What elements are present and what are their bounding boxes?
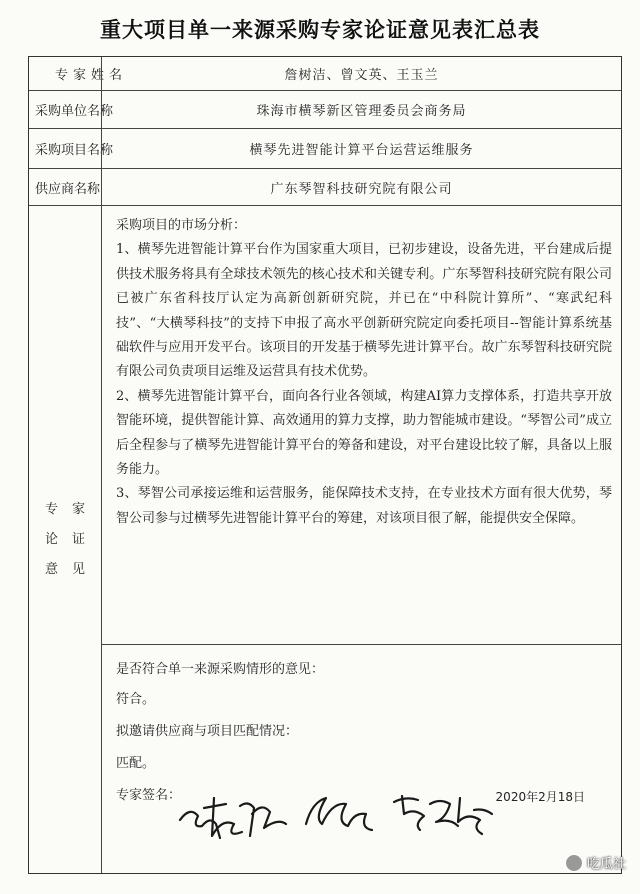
experts-value: 詹树洁、曾文英、王玉兰 <box>101 57 621 90</box>
opinion-content <box>101 206 621 873</box>
match-question: 拟邀请供应商与项目匹配情况： <box>116 724 299 739</box>
supplier-label: 供应商名称 <box>35 181 101 197</box>
supplier-value: 广东琴智科技研究院有限公司 <box>101 169 621 205</box>
analysis-heading: 采购项目的市场分析： <box>116 218 247 233</box>
conformity-question: 是否符合单一来源采购情形的意见： <box>116 662 325 677</box>
handwritten-signatures <box>174 784 504 844</box>
row-purchaser <box>29 91 621 129</box>
watermark-logo-icon <box>565 854 583 872</box>
experts-label: 专家姓名 <box>55 68 128 83</box>
source-watermark <box>565 853 626 872</box>
row-supplier <box>29 169 621 206</box>
opinion-label-line3: 意见 <box>44 561 99 577</box>
opinion-label-line1: 专家 <box>44 501 99 517</box>
opinion-form-table <box>28 56 622 874</box>
analysis-para-3: 3、琴智公司承接运维和运营服务，能保障技术支持，在专业技术方面有很大优势，琴智公司参与过横琴先进智能计算平台的筹建，对该项目很了解，能提供安全保障。 <box>116 486 612 526</box>
opinion-divider <box>102 644 621 645</box>
analysis-para-2: 2、横琴先进智能计算平台，面向各行业各领域，构建AI算力支撑体系，打造共享开放智能环境，提供智能计算、高效通用的算力支撑，助力智能城市建设。“琴智公司”成立后全程参与了横琴先进智能计算平台的筹备和建设，对平台建设比较了解，具备以上服务能力。 <box>116 388 612 478</box>
opinion-label <box>29 206 101 873</box>
purchaser-value: 珠海市横琴新区管理委员会商务局 <box>101 91 621 128</box>
project-value: 横琴先进智能计算平台运营运维服务 <box>101 129 621 168</box>
row-experts <box>29 57 621 91</box>
row-project <box>29 129 621 169</box>
opinion-label-line2: 论证 <box>44 531 99 547</box>
watermark-text: 吃瓜社 <box>586 857 626 872</box>
document-title: 重大项目单一来源采购专家论证意见表汇总表 <box>100 18 540 42</box>
match-answer: 匹配。 <box>116 756 156 771</box>
project-label: 采购项目名称 <box>35 143 114 158</box>
signing-date: 2020年2月18日 <box>495 790 585 804</box>
row-expert-opinion <box>29 206 621 873</box>
analysis-para-1: 1、横琴先进智能计算平台作为国家重大项目，已初步建设，设备先进，平台建成后提供技术服务将具有全球技术领先的核心技术和关键专利。广东琴智科技研究院有限公司已被广东省科技厅认定为高新创新研究院，并已在“中科院计算所”、“寒武纪科技”、“大横琴科技”的支持下申报了高水平创新研究院定向委托项目--智能计算系统基础软件与应用开发平台。该项目的开发基于横琴先进计算平台。故广东琴智科技研究院有限公司负责项目运维及运营具有技术优势。 <box>116 242 612 380</box>
purchaser-label: 采购单位名称 <box>35 104 114 119</box>
market-analysis <box>116 214 612 531</box>
signature-label: 专家签名： <box>116 788 182 803</box>
conformity-answer: 符合。 <box>116 692 156 707</box>
